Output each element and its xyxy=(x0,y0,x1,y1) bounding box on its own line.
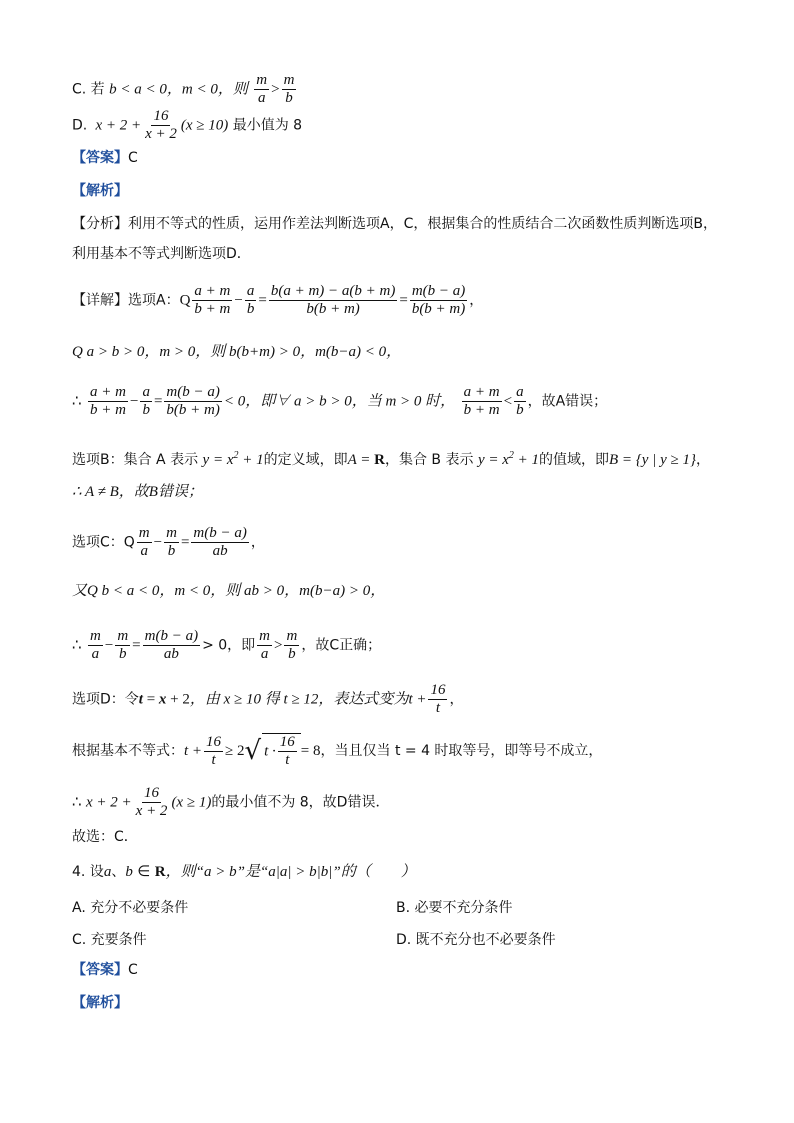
detail-c-line-3: ∴ $\frac{m}{a}$ − $\frac{m}{b}$ = $\frac{m(b - a)}{ab}$ > 0，即 $\frac{m}{a}$ > $\frac{m}{b}$ ，故C正确； xyxy=(72,628,382,662)
fraction-m-over-b: $\frac{m}{b}$ xyxy=(283,72,295,106)
analysis-tag-2: 【解析】 xyxy=(72,995,128,1011)
q4-option-a: A. 充分不必要条件 xyxy=(72,900,189,916)
answer-tag-2: 【答案】 xyxy=(72,962,128,978)
detail-c-label: 选项C：Q xyxy=(72,534,135,551)
analysis-text-2: 利用基本不等式判断选项D． xyxy=(72,246,251,262)
detail-a-line-2 xyxy=(72,342,401,362)
answer-line-1 xyxy=(72,148,138,168)
detail-c-conclusion: ，故C正确； xyxy=(301,637,382,654)
analysis-heading-1 xyxy=(72,181,128,201)
detail-d-conclusion: 的最小值不为 8，故D错误． xyxy=(211,794,390,811)
q4-option-d: D. 既不充分也不必要条件 xyxy=(396,932,556,948)
fraction-m-over-a: $\frac{m}{a}$ xyxy=(256,72,268,106)
option-c-line: C. 若 b < a < 0，m < 0，则 $\frac{m}{a}$ > $\frac{m}{b}$ xyxy=(72,72,295,106)
detail-b-conclusion: ∴ A ≠ B，故B错误； xyxy=(72,484,203,500)
detail-d-line-1: 选项D：令t = x + 2，由 x ≥ 10 得 t ≥ 12，表达式变为t + $\frac{16}{t}$ ， xyxy=(72,682,464,716)
detail-tag: 【详解】选项A： xyxy=(72,292,180,309)
answer-tag: 【答案】 xyxy=(72,150,128,166)
answer-value: C xyxy=(128,150,138,166)
answer-line-2 xyxy=(72,960,138,980)
detail-c-line-2 xyxy=(72,581,385,601)
detail-a-condition: Q a > b > 0，m > 0，则 b(b+m) > 0，m(b−a) < 0， xyxy=(72,344,402,360)
detail-b-text-3: ，集合 B 表示 xyxy=(384,452,474,468)
option-d-condition: (x ≥ 10) xyxy=(180,117,229,134)
detail-b-line-2 xyxy=(72,482,203,502)
detail-a-line-3: ∴ $\frac{a + m}{b + m}$ − $\frac{a}{b}$ = $\frac{m(b - a)}{b(b + m)}$ < 0，即∀ a > b > 0，当 m > 0 时， $\frac{a + m}{b + m}$ < $\frac{a}{b}$ ，故A错误； xyxy=(72,384,608,418)
detail-c-condition: 又Q b < a < 0，m < 0，则 ab > 0，m(b−a) > 0， xyxy=(72,583,386,599)
final-choice: 故选：C． xyxy=(72,829,138,845)
option-c-condition: b < a < 0，m < 0，则 xyxy=(109,81,248,98)
analysis-tag: 【解析】 xyxy=(72,183,128,199)
detail-d-label: 选项D：令 xyxy=(72,691,139,708)
detail-a-line-1: 【详解】选项A：Q $\frac{a + m}{b + m}$ − $\frac{a}{b}$ = $\frac{b(a + m) - a(b + m)}{b(b + m)}$ = $\frac{m(b - a)}{b(b + m)}$ ， xyxy=(72,283,484,317)
fraction-16-over-x-plus-2: $\frac{16}{x + 2}$ xyxy=(145,108,177,142)
question-4-stem: ，则“a > b”是“a|a| > b|b|”的（ ） xyxy=(165,864,416,880)
detail-a-inequality: < 0，即∀ a > b > 0，当 m > 0 时， xyxy=(223,393,456,410)
detail-a-conclusion: ，故A错误； xyxy=(527,393,608,410)
detail-b-text-1: 选项B：集合 A 表示 xyxy=(72,452,199,468)
detail-c-line-1: 选项C：Q $\frac{m}{a}$ − $\frac{m}{b}$ = $\frac{m(b - a)}{ab}$ ， xyxy=(72,525,265,559)
analysis-text-1: 【分析】利用不等式的性质，运用作差法判断选项A，C，根据集合的性质结合二次函数性质判断选项B， xyxy=(72,216,717,232)
detail-b-text-4: 的值域，即 xyxy=(539,452,609,468)
detail-d-equality-note: ，当且仅当 t = 4 时取等号，即等号不成立， xyxy=(320,743,603,759)
option-d-suffix: 最小值为 8 xyxy=(232,117,303,134)
q4-option-b: B. 必要不充分条件 xyxy=(396,900,513,916)
option-d-line: D. x + 2 + $\frac{16}{x + 2}$ (x ≥ 10) 最小值为 8 xyxy=(72,108,303,142)
detail-c-inequality: > 0，即 xyxy=(202,637,256,654)
detail-d-line-2: 根据基本不等式：t + $\frac{16}{t}$ ≥ 2√ t · $\frac{16}{t}$ = 8，当且仅当 t = 4 时取等号，即等号不成立， xyxy=(72,733,603,768)
detail-d-substitution: ，由 x ≥ 10 得 t ≥ 12，表达式变为 xyxy=(189,691,409,708)
detail-d-basic-inequality-label: 根据基本不等式： xyxy=(72,743,184,759)
analysis-heading-2 xyxy=(72,993,128,1013)
detail-d-line-3: ∴ x + 2 + $\frac{16}{x + 2}$ (x ≥ 1)的最小值不为 8，故D错误． xyxy=(72,785,390,819)
option-c-prefix: C. 若 xyxy=(72,81,105,98)
question-4-number: 4. 设 xyxy=(72,864,104,880)
q4-option-c: C. 充要条件 xyxy=(72,932,147,948)
question-4: 4. 设a、b ∈ R，则“a > b”是“a|a| > b|b|”的（ ） xyxy=(72,864,416,880)
answer-value-2: C xyxy=(128,962,138,978)
detail-b-line-1: 选项B：集合 A 表示 $y = x^2 + 1$的定义域，即A = R，集合 B 表示 $y = x^2 + 1$的值域，即B = {y | y ≥ 1}， xyxy=(72,450,710,468)
detail-b-text-2: 的定义域，即 xyxy=(263,452,348,468)
option-d-prefix: D. xyxy=(72,117,88,134)
